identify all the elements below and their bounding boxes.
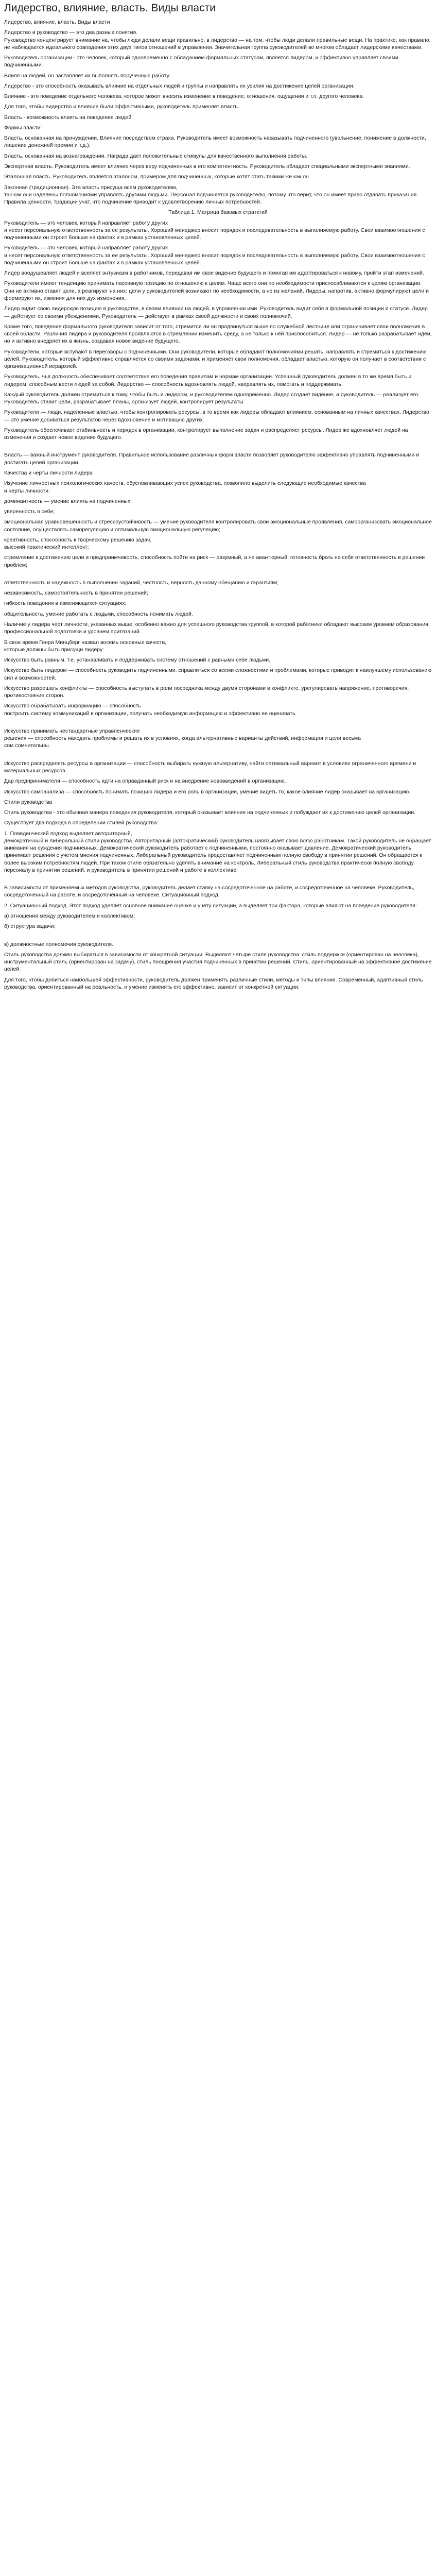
paragraph: Стиль руководства - это обычная манера поведения руководителя, который оказывает влияние на подчиненных и побуждает их к достижению целей организации.: [4, 809, 416, 816]
paragraph: стремление к достижению цели и предприимчивость, способность пойти на риск — разумный, а не авантюрный, готовность брать на себя ответственность в решении проблем;: [4, 554, 425, 568]
paragraph: доминантность — умение влиять на подчиненных;: [4, 498, 132, 504]
paragraph: Искусство принимать нестандартные управленческие решения — способность находить проблемы и решать их в условиях, когда альтернативные варианты действий, информация и цели весьма сом сомнительны.: [4, 727, 361, 749]
paragraph: Стиль руководства должен выбираться в зависимости от конкретной ситуации. Выделяют четыре стиля руководства: стиль поддержки (ориентирован на человека), инструментальный стиль (ориентирован на задачу), стиль поощрения участия подчиненных в принятии решений. Стиль, ориентированный на эффективное достижение целей.: [4, 951, 432, 973]
paragraph: Для того, чтобы добиться наибольшей эффективности, руководитель должен применять различные стили, методы и типы влияния. Современный, адаптивный стиль руководства, ориентированный на реальность, и умение изменять его эффективно, зависит от конкретной ситуации.: [4, 976, 423, 990]
paragraph: Влияние - это поведение отдельного человека, которое может вносить изменение в поведение, отношения, ощущения и т.п. другого человека.: [4, 93, 364, 100]
paragraph: 2. Ситуационный подход. Этот подход уделяет основное внимание оценке и учету ситуации, а выделяет три фактора, которые влияют на поведение руководителя:: [4, 902, 417, 909]
section-gap: [4, 877, 432, 884]
paragraph: Эталонная власть. Руководитель является эталоном, примером для подчиненных, которые хотят стать такими же как он.: [4, 174, 310, 180]
paragraph: эмоциональная уравновешенность и стрессоустойчивость — умение руководителя контролировать свои эмоциональные проявления, самоорганизовать эмоциональное состояние, осуществлять саморегуляцию и оптимальную эмоциональную регуляцию;: [4, 519, 432, 533]
paragraph: Руководитель — это человек, который направляет работу других и несет персональную ответственность за ее результаты. Хороший менеджер вносит порядок и последовательность в выполняемую работу. Свои взаимоотношения с подчиненными он строит больше на фактах и в рамках установленных целей.: [4, 219, 425, 241]
paragraph: в) должностные полномочия руководителя.: [4, 941, 113, 947]
paragraph: Руководители имеют тенденцию принимать пассивную позицию по отношению к целям. Чаще всего они по необходимости приспосабливаются к целям организации. Они не активно ставят цели, а реагируют на них: цели у руководителей возникают по необходимости, а не из желаний. Лидеры, напротив, активно формулируют цели и формируют их, изменяя для них дух изменения.: [4, 280, 429, 301]
paragraph: Искусство разрешать конфликты — способность выступать в роли посредника между двумя сторонами в конфликте, урегулировать напряжение, противоречия, противостояние сторон.: [4, 685, 409, 699]
paragraph: Законная (традиционная). Эта власть присуща всем руководителям, так как они наделены полномочиями управлять другими людьми. Персонал подчиняется руководителю, потому что верит, что он имеет право отдавать приказания. Правила ценности, традиции учат, что подчинение приводит к удовлетворению личных потребностей.: [4, 184, 418, 206]
paragraph: Власть - возможность влиять на поведение людей.: [4, 114, 133, 121]
paragraph: Руководители — люди, наделенные властью, чтобы контролировать ресурсы, в то время как лидеры обладают влиянием, основанным на личных качествах. Лидерство — это умение добиваться результатов через вдохновение и мотивацию других.: [4, 409, 429, 423]
paragraph: Искусство быть равным, т.е. устанавливать и поддерживать систему отношений с равными себе людьми.: [4, 657, 271, 664]
paragraph: Лидерство, влияние, власть. Виды власти: [4, 19, 110, 25]
paragraph: общительность, умение работать с людьми, способность понимать людей.: [4, 611, 193, 617]
paragraph: Искусство быть лидером — способность руководить подчиненными, справляться со всеми сложностями и проблемами, которые приводят к наилучшему использованию сил и возможностей.: [4, 667, 432, 681]
paragraph: Руководители, которые вступают в переговоры с подчиненными. Они руководители, которые обладают полномочиями решать, направлять и стремиться к достижению целей. Руководитель, который эффективно справляется со своими задачами, и применяет свои полномочия, обладает властью, которую он получает в соответствии с организационной иерархией.: [4, 348, 427, 370]
paragraph: Лидер воодушевляет людей и вселяет энтузиазм в работников, передавая им свое видение будущего и помогая им адаптироваться к новому, пройти этап изменений.: [4, 270, 424, 277]
paragraph: В зависимости от применяемых методов руководства, руководитель делает ставку на сосредоточенное на работе, и сосредоточенное на человеке. Руководитель, сосредоточенный на работе, и сосредоточенный на человеке. Ситуационный подход.: [4, 885, 415, 899]
paragraph: Существует два подхода в определении стилей руководства:: [4, 820, 159, 826]
paragraph: Формы власти:: [4, 124, 42, 131]
paragraph: Искусство обрабатывать информацию — способность построить систему коммуникаций в организации, получать необходимую информацию и эффективно ее оценивать.: [4, 703, 297, 717]
paragraph: Стили руководства: [4, 799, 53, 805]
paragraph: Власть, основанная на принуждении. Влияние посредством страха. Руководитель имеет возможность наказывать подчиненного (увольнение, понижение в должности, лишение денежной премии и т.д.).: [4, 135, 426, 149]
paragraph: Руководитель организации - это человек, который одновременно с обладанием формальных статусом, является лидером, и эффективно управляет своими подчиненными.: [4, 55, 398, 69]
paragraph: Каждый руководитель должен стремиться к тому, чтобы быть и лидером, и руководителем одновременно. Лидер создает видение, а руководитель — реализует его. Руководитель ставит цели, разрабатывает планы, организует людей, контролирует результаты.: [4, 391, 420, 405]
paragraph: Качества и черты личности лидера: [4, 470, 93, 477]
paragraph: В свое время Генри Минцберг назвал восемь основных качеств, которые должны быть присущи лидеру:: [4, 639, 167, 653]
paragraph: Власть, основанная на вознаграждении. Награда дает положительные стимулы для качественного выполнения работы.: [4, 152, 308, 159]
paragraph: Изучение личностных психологических качеств, обусловливающих успех руководства, позволило выделить следующие необходимые качества и черты личности:: [4, 480, 366, 494]
paragraph: Искусство распределять ресурсы в организации — способность выбирать нужную альтернативу, найти оптимальный вариант в условиях ограниченного времени и материальных ресурсов.: [4, 760, 416, 774]
paragraph: ответственность и надежность в выполнении заданий, честность, верность данному обещанию и гарантиям;: [4, 579, 278, 586]
paragraph: Для того, чтобы лидерство и влияние были эффективными, руководитель применяет власть.: [4, 104, 239, 110]
paragraph: Руководитель — это человек, который направляет работу других и несет персональную ответственность за ее результаты. Хороший менеджер вносит порядок и последовательность в выполняемую работу. Свои взаимоотношения с подчиненными он строит больше на фактах и в рамках установленных целей.: [4, 245, 425, 266]
paragraph: а) отношения между руководителем и коллективом;: [4, 912, 135, 919]
paragraph: Дар предпринимателя — способность идти на оправданный риск и на внедрение нововведений в организацию.: [4, 778, 286, 785]
paragraph: Кроме того, поведение формального руководителя зависит от того, стремится ли он продвинуться выше по служебной лестнице или ограничивает свои полномочия в своей области. Различия лидера и руководителя проявляются в стремлении изменить среду, а не только к ней приспособиться. Лидер — не только разрабатывает идеи, но и активно внедряет их в жизнь, создавая новое видение будущего.: [4, 323, 432, 345]
paragraph: Лидерство и руководство — это два разных понятия. Руководство концентрирует внимание на, чтобы люди делали вещи правильно, в лидерство — на том, чтобы люди делали правильные вещи. На практике, как правило, не наблюдается идеального совпадения этих двух типов отношений в управлении. Значительная группа руководителей во многом обладает лидерскими качествами.: [4, 29, 431, 50]
paragraph: независимость, самостоятельность в принятии решений;: [4, 590, 148, 597]
paragraph: Таблица 1. Матрица базовых стратегий: [168, 209, 268, 216]
section-gap: [4, 934, 432, 941]
paragraph: Искусство самоанализа — способность понимать позицию лидера и его роль в организации, умение видеть то, какое влияние лидер оказывает на организацию.: [4, 788, 411, 795]
paragraph: Власть — важный инструмент руководителя. Правильное использование различных форм власти позволяет руководителю эффективно управлять подчиненными и достигать целей организации.: [4, 452, 419, 466]
paragraph: Экспертная власть. Руководитель имеет влияние через веру подчиненных в его компетентность. Руководитель обладает специальными экспертными знаниями.: [4, 163, 410, 170]
paragraph: Влияя на людей, он заставляет их выполнять порученную работу.: [4, 72, 170, 79]
paragraph: б) структура задачи;: [4, 923, 56, 930]
page-title: Лидерство, влияние, власть. Виды власти: [4, 2, 216, 14]
paragraph: 1. Поведенческий подход выделяет авторитарный, демократичный и либеральный стили руководства. Авторитарный (автократический) руководитель навязывает свою волю работникам. Такой руководитель не обращает внимания на суждения подчиненных. Демократический руководитель работает с подчиненными, постоянно оказывает давление. Демократический руководитель принимает решения с учетом мнения подчиненных. Либеральный руководитель предоставляет подчиненным полную свободу в принятии решений. Он обращается к более высоким потребностям людей. При таком стиле обязательно уделять внимание на контроль. Либеральный стиль руководства практически полную свободу персоналу в принятии решений, и руководитель в принятии решений и работе в коллективе.: [4, 830, 431, 873]
paragraph: гибкость поведения в изменяющихся ситуациях;: [4, 600, 127, 607]
section-gap: [4, 753, 432, 760]
document-body: [4, 19, 432, 991]
paragraph: Наличие у лидера черт личности, указанных выше, особенно важно для успешного руководства группой, в которой работники обладают высоким уровнем образования, профессиональной подготовки и уровнем притязаний.: [4, 621, 430, 635]
paragraph: Лидерство - это способность оказывать влияние на отдельных людей и группы и направлять их усилия на достижение целей организации.: [4, 82, 355, 89]
section-gap: [4, 444, 432, 451]
paragraph: Лидер видит свою лидерскую позицию в руководстве, в своем влиянии на людей, в управлении ими. Руководитель видит себя в формальной позиции и статусе. Лидер — действует со своими убеждениями, Руководитель — действует в рамках своей должности и своих полномочий.: [4, 306, 428, 319]
paragraph: Руководитель обеспечивает стабильность и порядок в организации, контролирует выполнение задач и распределяет ресурсы. Лидер же вдохновляет людей на изменения и создает новое видение будущего.: [4, 427, 408, 441]
paragraph: Руководитель, чья должность обеспечивает соответствие его поведения правилам и нормам организации. Успешный руководитель должен в то же время быть и лидером, способным вести людей за собой. Лидерство — способность вдохновлять людей, направлять их, помогать и поддерживать.: [4, 374, 412, 387]
paragraph: креативность, способность к творческому решению задач, высокий практический интеллект;: [4, 536, 152, 551]
section-gap: [4, 572, 432, 579]
section-gap: [4, 720, 432, 727]
document-page: [0, 0, 436, 1014]
paragraph: уверенность в себе;: [4, 509, 55, 515]
